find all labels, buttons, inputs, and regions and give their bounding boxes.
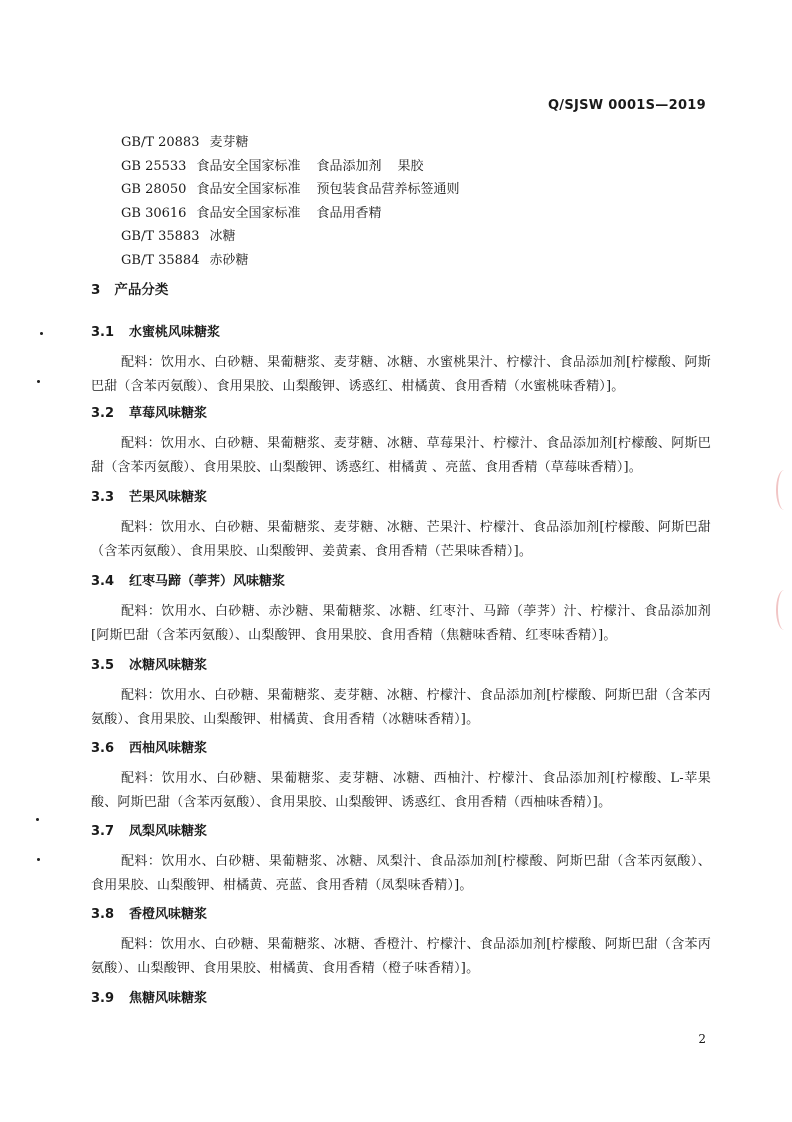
reference-line	[121, 202, 475, 226]
reference-title-part: 食品安全国家标准	[196, 158, 301, 174]
subsection	[91, 988, 711, 1010]
reference-title-part: 赤砂糖	[209, 252, 249, 268]
subsection-title	[91, 322, 711, 344]
section-heading-number: 3	[91, 282, 101, 298]
subsection-number: 3.3	[91, 490, 115, 505]
subsection-number: 3.5	[91, 658, 115, 673]
subsection-title-text: 草莓风味糖浆	[129, 406, 208, 421]
reference-title-part: 麦芽糖	[209, 135, 249, 150]
reference-code: GB/T 35884	[121, 252, 200, 268]
reference-line	[121, 155, 475, 179]
section-heading	[91, 278, 168, 298]
subsection	[91, 487, 711, 564]
ingredients-paragraph: 配料：饮用水、白砂糖、果葡糖浆、麦芽糖、冰糖、水蜜桃果汁、柠檬汁、食品添加剂[柠檬酸、阿斯巴甜（含苯丙氨酸）、食用果胶、山梨酸钾、诱惑红、柑橘黄、食用香精（水蜜桃味香精）]。	[91, 355, 711, 394]
subsection-title	[91, 571, 711, 593]
subsection-title	[91, 821, 711, 843]
reference-title-part: 食品添加剂	[316, 158, 382, 174]
subsection-number: 3.6	[91, 741, 115, 756]
ingredients-paragraph: 配料：饮用水、白砂糖、果葡糖浆、麦芽糖、冰糖、草莓果汁、柠檬汁、食品添加剂[柠檬酸、阿斯巴甜（含苯丙氨酸）、食用果胶、山梨酸钾、诱惑红、柑橘黄 、亮蓝、食用香精（草莓味香精）]。	[91, 436, 711, 475]
reference-title-part: 冰糖	[209, 229, 236, 244]
reference-title-part: 果胶	[397, 158, 424, 174]
subsection-title	[91, 655, 711, 677]
reference-code: GB 30616	[121, 205, 187, 221]
reference-line	[121, 131, 475, 155]
subsection	[91, 655, 711, 732]
reference-code: GB/T 35883	[121, 229, 200, 244]
page-number: 2	[698, 1032, 706, 1046]
reference-title-part: 食品安全国家标准	[196, 205, 301, 221]
subsection-title-text: 西柚风味糖浆	[129, 741, 208, 756]
subsection-number: 3.2	[91, 406, 115, 421]
reference-line	[121, 249, 475, 273]
reference-title-part: 预包装食品营养标签通则	[316, 182, 460, 197]
section-heading-title: 产品分类	[114, 282, 169, 298]
subsection-number: 3.8	[91, 907, 115, 922]
ingredients-paragraph: 配料：饮用水、白砂糖、果葡糖浆、麦芽糖、冰糖、西柚汁、柠檬汁、食品添加剂[柠檬酸、L-苹果酸、阿斯巴甜（含苯丙氨酸）、食用果胶、山梨酸钾、诱惑红、食用香精（西柚味香精）]。	[91, 771, 711, 810]
ingredients-paragraph: 配料：饮用水、白砂糖、果葡糖浆、冰糖、凤梨汁、食品添加剂[柠檬酸、阿斯巴甜（含苯丙氨酸）、食用果胶、山梨酸钾、柑橘黄、亮蓝、食用香精（凤梨味香精）]。	[91, 854, 711, 893]
subsection-number: 3.9	[91, 991, 115, 1006]
subsection	[91, 403, 711, 480]
subsection-title-text: 香橙风味糖浆	[129, 907, 208, 922]
ingredients-paragraph: 配料：饮用水、白砂糖、果葡糖浆、麦芽糖、冰糖、柠檬汁、食品添加剂[柠檬酸、阿斯巴甜（含苯丙氨酸）、食用果胶、山梨酸钾、柑橘黄、食用香精（冰糖味香精）]。	[91, 688, 711, 727]
scan-dot	[36, 818, 39, 821]
subsection-number: 3.1	[91, 325, 115, 340]
subsection-title-text: 凤梨风味糖浆	[129, 824, 208, 839]
subsection-title-text: 红枣马蹄（荸荠）风味糖浆	[129, 574, 286, 589]
scan-dot	[37, 380, 40, 383]
subsection-title	[91, 487, 711, 509]
subsection-number: 3.7	[91, 824, 115, 839]
subsection	[91, 821, 711, 898]
subsection-title	[91, 738, 711, 760]
seal-edge-mark	[776, 470, 792, 510]
reference-title-part: 食品用香精	[316, 205, 382, 221]
subsection	[91, 571, 711, 648]
ingredients-paragraph: 配料：饮用水、白砂糖、果葡糖浆、冰糖、香橙汁、柠檬汁、食品添加剂[柠檬酸、阿斯巴甜（含苯丙氨酸）、山梨酸钾、食用果胶、柑橘黄、食用香精（橙子味香精）]。	[91, 937, 711, 976]
subsection-title-text: 水蜜桃风味糖浆	[129, 325, 221, 340]
subsection	[91, 322, 711, 399]
reference-code: GB/T 20883	[121, 135, 200, 150]
subsection-title	[91, 403, 711, 425]
subsection-title-text: 冰糖风味糖浆	[129, 658, 208, 673]
subsection-title	[91, 988, 711, 1010]
scan-dot	[40, 332, 43, 335]
seal-edge-mark	[776, 590, 792, 630]
subsection	[91, 738, 711, 815]
reference-code: GB 25533	[121, 158, 187, 174]
subsection-title-text: 焦糖风味糖浆	[129, 991, 208, 1006]
reference-code: GB 28050	[121, 182, 187, 197]
subsection-title-text: 芒果风味糖浆	[129, 490, 208, 505]
subsection	[91, 904, 711, 981]
subsection-number: 3.4	[91, 574, 115, 589]
ingredients-paragraph: 配料：饮用水、白砂糖、赤沙糖、果葡糖浆、冰糖、红枣汁、马蹄（荸荠）汁、柠檬汁、食品添加剂[阿斯巴甜（含苯丙氨酸）、山梨酸钾、食用果胶、食用香精（焦糖味香精、红枣味香精）]。	[91, 604, 711, 643]
subsection-title	[91, 904, 711, 926]
document-code: Q/SJSW 0001S—2019	[547, 98, 706, 113]
reference-list	[121, 131, 475, 272]
reference-line	[121, 178, 475, 202]
scan-dot	[37, 858, 40, 861]
reference-line	[121, 225, 475, 249]
reference-title-part: 食品安全国家标准	[196, 182, 301, 197]
ingredients-paragraph: 配料：饮用水、白砂糖、果葡糖浆、麦芽糖、冰糖、芒果汁、柠檬汁、食品添加剂[柠檬酸、阿斯巴甜（含苯丙氨酸）、食用果胶、山梨酸钾、姜黄素、食用香精（芒果味香精）]。	[91, 520, 711, 559]
